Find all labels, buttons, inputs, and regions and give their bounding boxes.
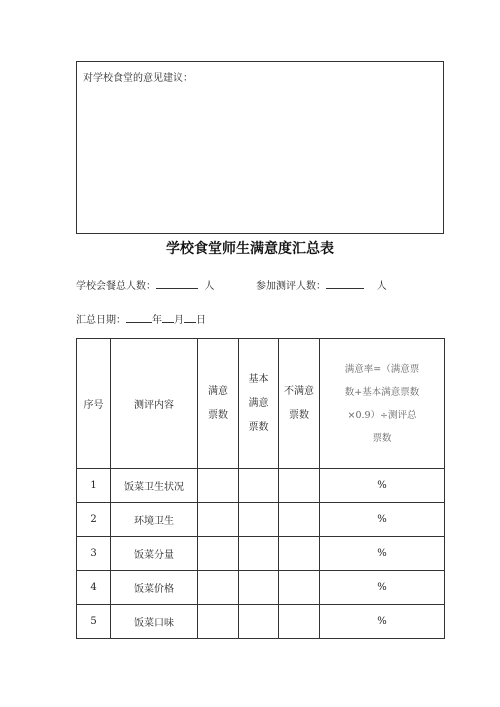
rate-cell[interactable]: % xyxy=(320,571,445,605)
row-index: 3 xyxy=(77,537,111,571)
satisfaction-table xyxy=(76,338,445,639)
header-rate-line: ×0.9）÷测评总 xyxy=(347,409,417,421)
basic-cell[interactable] xyxy=(239,571,279,605)
header-unsatisfied xyxy=(279,339,320,469)
table-row xyxy=(77,605,445,639)
satisfied-cell[interactable] xyxy=(198,537,239,571)
header-rate-line: 满意率=（满意票 xyxy=(344,363,420,375)
row-index: 2 xyxy=(77,503,111,537)
basic-cell[interactable] xyxy=(239,537,279,571)
date-label: 汇总日期： xyxy=(76,315,126,326)
participants-line xyxy=(256,277,387,292)
header-unsatisfied-line: 不满意 xyxy=(284,385,314,397)
unsatisfied-cell[interactable] xyxy=(279,503,320,537)
row-content: 饭菜价格 xyxy=(111,571,198,605)
rate-cell[interactable]: % xyxy=(320,537,445,571)
header-rate-line: 票数 xyxy=(372,432,392,444)
row-content: 饭菜分量 xyxy=(111,537,198,571)
header-satisfied-line: 票数 xyxy=(208,409,228,421)
table-row xyxy=(77,537,445,571)
row-index: 5 xyxy=(77,605,111,639)
unsatisfied-cell[interactable] xyxy=(279,605,320,639)
satisfied-cell[interactable] xyxy=(198,503,239,537)
table-header-row xyxy=(77,339,445,469)
suggestion-box[interactable] xyxy=(76,61,444,234)
basic-cell[interactable] xyxy=(239,503,279,537)
header-unsatisfied-line: 票数 xyxy=(289,409,309,421)
header-basic-line: 票数 xyxy=(248,421,269,433)
header-basic-line: 基本 xyxy=(248,373,269,385)
header-satisfied xyxy=(198,339,239,469)
header-rate xyxy=(320,339,445,469)
row-index: 4 xyxy=(77,571,111,605)
rate-cell[interactable]: % xyxy=(320,503,445,537)
page-title: 学校食堂师生满意度汇总表 xyxy=(166,241,334,257)
header-index: 序号 xyxy=(77,339,111,469)
header-basic xyxy=(239,339,279,469)
rate-cell[interactable]: % xyxy=(320,469,445,503)
rate-cell[interactable]: % xyxy=(320,605,445,639)
date-line xyxy=(76,311,206,326)
day-label: 日 xyxy=(196,315,206,326)
participants-label: 参加测评人数： xyxy=(256,281,326,292)
satisfied-cell[interactable] xyxy=(198,469,239,503)
year-label: 年 xyxy=(152,315,162,326)
total-diners-blank[interactable] xyxy=(156,279,198,289)
header-rate-line: 数+基本满意票数 xyxy=(344,386,420,398)
basic-cell[interactable] xyxy=(239,605,279,639)
month-label: 月 xyxy=(174,315,184,326)
total-diners-unit: 人 xyxy=(204,281,215,292)
satisfied-cell[interactable] xyxy=(198,605,239,639)
header-satisfied-line: 满意 xyxy=(208,385,228,397)
header-basic-line: 满意 xyxy=(248,397,269,409)
row-content: 饭菜口味 xyxy=(111,605,198,639)
month-blank[interactable] xyxy=(162,313,174,323)
row-index: 1 xyxy=(77,469,111,503)
satisfied-cell[interactable] xyxy=(198,571,239,605)
table-row xyxy=(77,469,445,503)
unsatisfied-cell[interactable] xyxy=(279,469,320,503)
participants-blank[interactable] xyxy=(326,279,364,289)
year-blank[interactable] xyxy=(126,313,152,323)
suggestion-label: 对学校食堂的意见建议： xyxy=(83,73,193,84)
unsatisfied-cell[interactable] xyxy=(279,571,320,605)
day-blank[interactable] xyxy=(184,313,196,323)
basic-cell[interactable] xyxy=(239,469,279,503)
unsatisfied-cell[interactable] xyxy=(279,537,320,571)
total-diners-line xyxy=(76,277,214,292)
row-content: 饭菜卫生状况 xyxy=(111,469,198,503)
table-row xyxy=(77,571,445,605)
header-content: 测评内容 xyxy=(111,339,198,469)
total-diners-label: 学校会餐总人数： xyxy=(76,281,156,292)
row-content: 环境卫生 xyxy=(111,503,198,537)
participants-unit: 人 xyxy=(376,281,387,292)
table-row xyxy=(77,503,445,537)
